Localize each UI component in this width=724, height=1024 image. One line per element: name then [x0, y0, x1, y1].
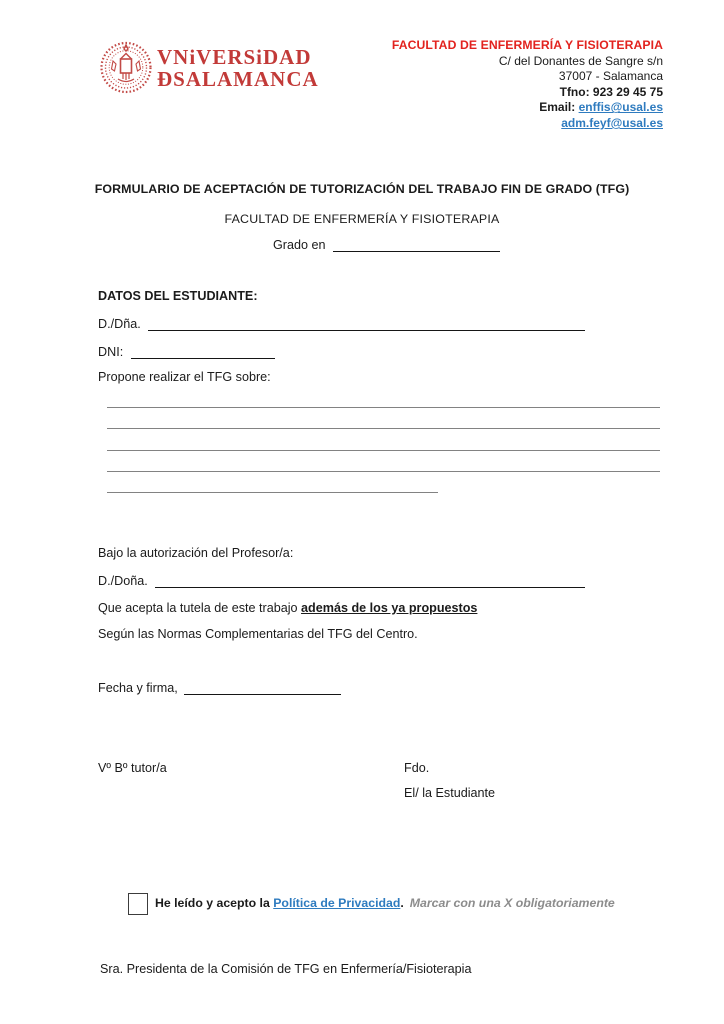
grado-blank-line [333, 237, 500, 252]
tutor-name-field [98, 573, 585, 588]
writing-line [107, 428, 660, 429]
writing-line [107, 407, 660, 408]
university-wordmark [157, 46, 319, 90]
student-name-blank-line [148, 316, 585, 331]
university-seal-icon [100, 39, 152, 96]
form-subtitle: FACULTAD DE ENFERMERÍA Y FISIOTERAPIA [224, 212, 500, 226]
student-dni-blank-line [131, 344, 275, 359]
footer-addressee: Sra. Presidenta de la Comisión de TFG en Enfermería/Fisioterapia [100, 962, 472, 976]
student-dni-label: DNI: [98, 345, 124, 359]
faculty-title: FACULTAD DE ENFERMERÍA Y FISIOTERAPIA [391, 38, 663, 52]
date-signature-field [98, 680, 341, 695]
accept-sentence [98, 601, 477, 615]
tutor-name-blank-line [155, 573, 585, 588]
faculty-address-line2: 37007 - Salamanca [558, 69, 663, 84]
propose-label: Propone realizar el TFG sobre: [98, 370, 271, 384]
tutor-name-label: D./Doña. [98, 574, 148, 588]
privacy-text-before: He leído y acepto la [155, 896, 274, 910]
fdo-label: Fdo. [404, 761, 430, 775]
faculty-phone: Tfno: 923 29 45 75 [559, 84, 663, 99]
tutor-vobo-label: Vº Bº tutor/a [98, 761, 167, 775]
grado-field [273, 237, 500, 252]
norms-text: Según las Normas Complementarias del TFG del Centro. [98, 627, 418, 641]
faculty-contact-block [392, 38, 663, 132]
writing-line-short [107, 492, 438, 493]
student-dni-field [98, 344, 275, 359]
privacy-note: Marcar con una X obligatoriamente [409, 896, 615, 910]
wordmark-line2: ĐSALAMANCA [157, 67, 319, 91]
wordmark-line1: VNiVERSiDAD [157, 45, 312, 69]
privacy-policy-link[interactable]: Política de Privacidad [273, 896, 401, 910]
tutor-auth-label: Bajo la autorización del Profesor/a: [98, 546, 294, 560]
student-signature-label: El/ la Estudiante [404, 786, 496, 800]
writing-line [107, 471, 660, 472]
accept-text: Que acepta la tutela de este trabajo [98, 601, 302, 615]
student-name-label: D./Dña. [98, 317, 141, 331]
email-link-primary[interactable]: enffis@usal.es [578, 100, 663, 115]
student-name-field [98, 316, 585, 331]
form-title: FORMULARIO DE ACEPTACIÓN DE TUTORIZACIÓN DEL TRABAJO FIN DE GRADO (TFG) [94, 182, 630, 196]
date-blank-line [184, 680, 341, 695]
writing-line [107, 450, 660, 451]
privacy-text-after: . [400, 896, 404, 910]
student-section-heading: DATOS DEL ESTUDIANTE: [98, 289, 258, 303]
accept-bold-text: además de los ya propuestos [301, 601, 478, 615]
grado-label: Grado en [273, 238, 326, 252]
privacy-consent-row [128, 893, 615, 915]
email-label: Email: [539, 100, 576, 115]
faculty-address-line1: C/ del Donantes de Sangre s/n [498, 53, 663, 68]
date-signature-label: Fecha y firma, [98, 681, 178, 695]
privacy-checkbox[interactable] [128, 893, 148, 915]
email-link-secondary[interactable]: adm.feyf@usal.es [561, 115, 663, 130]
